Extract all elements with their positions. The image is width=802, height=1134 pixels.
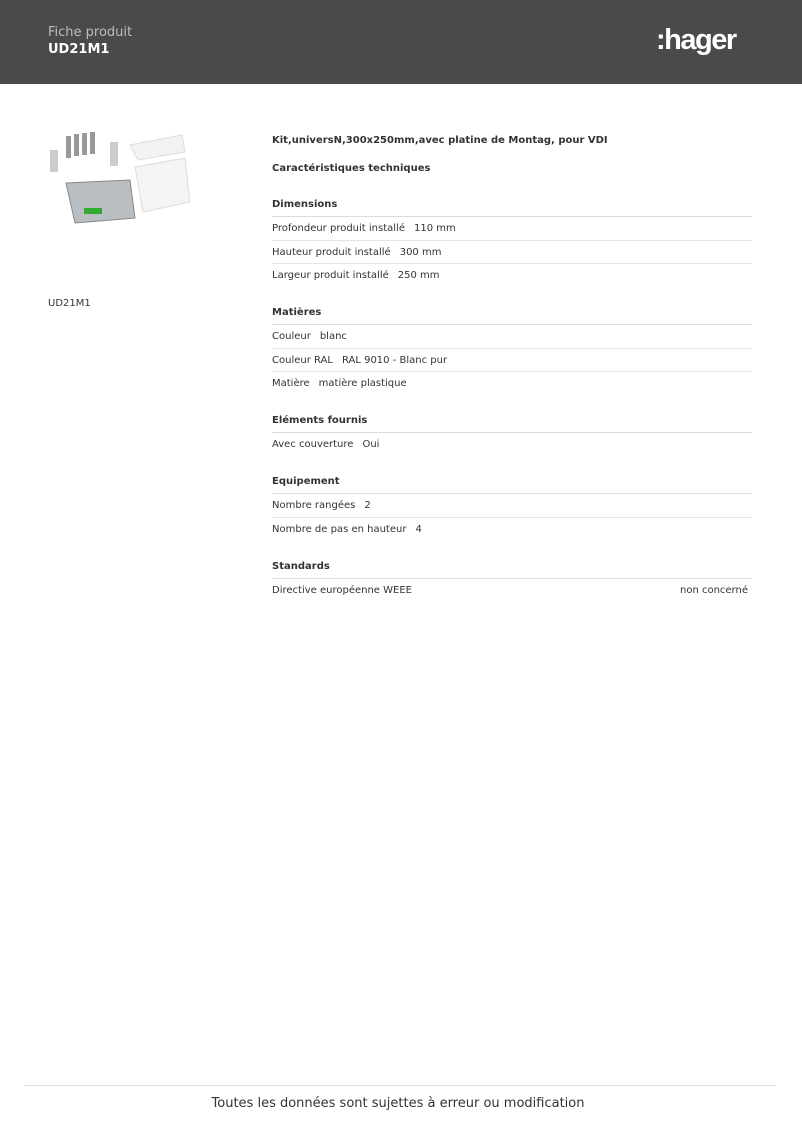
section-title: Eléments fournis [272,409,752,433]
spec-row [272,349,752,373]
footer-divider [24,1085,776,1086]
spec-label: Matière [272,378,310,389]
spec-value: 300 mm [399,246,442,258]
hager-logo: :hager [656,24,736,56]
spec-value: RAL 9010 - Blanc pur [341,354,448,366]
spec-value: matière plastique [318,378,407,389]
spec-row [272,372,752,396]
spec-section [272,409,752,457]
section-title: Dimensions [272,193,752,217]
spec-label: Nombre de pas en hauteur [272,523,407,535]
spec-label: Nombre rangées [272,500,356,511]
spec-row [272,241,752,265]
spec-row [272,217,752,241]
spec-value: Oui [362,439,380,450]
product-details [272,132,752,602]
product-reference: UD21M1 [48,298,91,309]
spec-label: Hauteur produit installé [272,246,391,258]
spec-value: 250 mm [397,270,440,281]
spec-row [272,325,752,349]
header-subtitle: Fiche produit [48,25,133,40]
section-title: Equipement [272,470,752,494]
spec-label: Directive européenne WEEE [272,584,412,596]
spec-label: Largeur produit installé [272,270,389,281]
spec-row [272,494,752,518]
spec-value: non concerné [679,584,748,596]
spec-section [272,555,752,603]
spec-label: Avec couverture [272,439,354,450]
spec-row [272,433,752,457]
section-title: Standards [272,555,752,579]
product-image [40,130,225,245]
spec-value: 4 [415,523,422,535]
spec-label: Couleur [272,331,311,342]
specs-heading: Caractéristiques techniques [272,163,431,174]
product-description: Kit,universN,300x250mm,avec platine de Montag, pour VDI [272,135,608,146]
header-title: UD21M1 [48,42,110,57]
spec-value: 2 [364,500,371,511]
spec-row [272,518,752,542]
page-header [0,0,802,84]
spec-section [272,193,752,288]
section-title: Matières [272,301,752,325]
spec-row [272,579,752,603]
footer-disclaimer: Toutes les données sont sujettes à erreur ou modification [211,1096,585,1111]
spec-label: Couleur RAL [272,354,333,366]
spec-label: Profondeur produit installé [272,223,405,234]
spec-section [272,301,752,396]
spec-value: 110 mm [413,223,456,234]
spec-row [272,264,752,288]
spec-section [272,470,752,541]
spec-value: blanc [319,331,347,342]
